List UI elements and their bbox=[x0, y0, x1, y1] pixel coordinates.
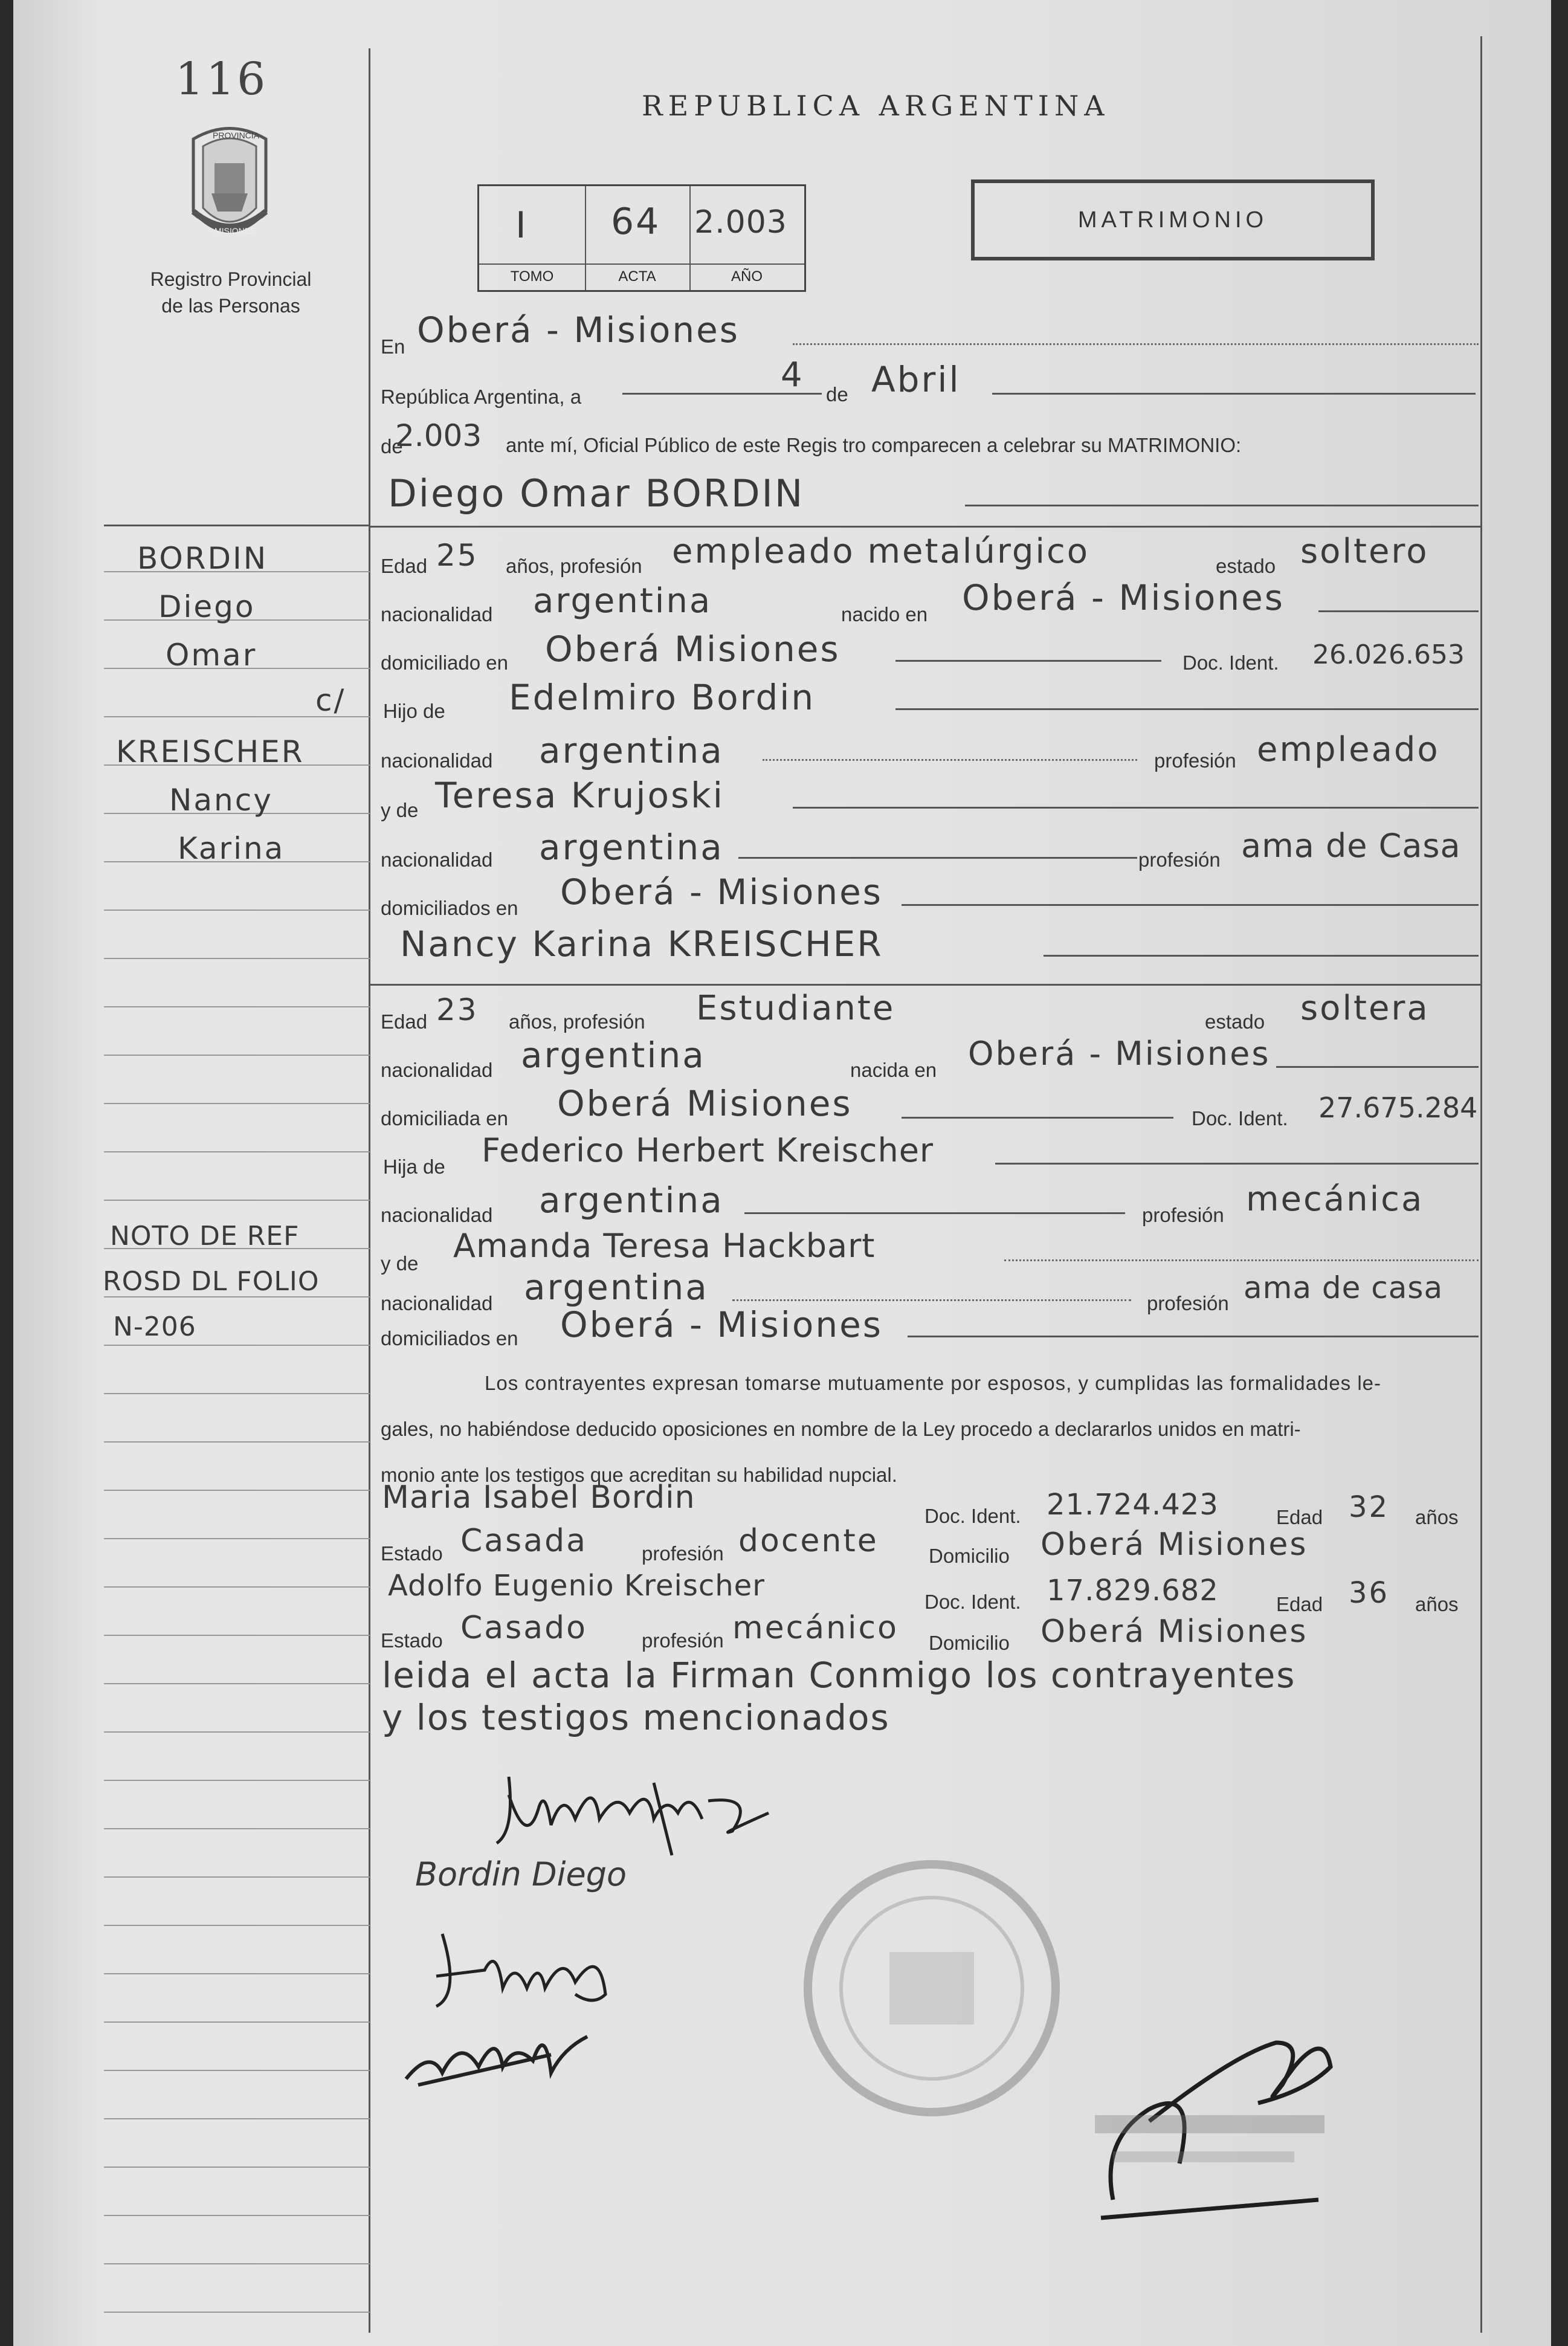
groom-profession: empleado metalúrgico bbox=[672, 532, 1090, 571]
groom-domicile: Oberá Misiones bbox=[545, 629, 840, 670]
groom-dom-label: domiciliado en bbox=[381, 651, 508, 674]
witness2-estado-label: Estado bbox=[381, 1629, 443, 1652]
witness1-profession: docente bbox=[738, 1523, 879, 1559]
witness2-age: 36 bbox=[1349, 1576, 1390, 1610]
intro-place: Oberá - Misiones bbox=[417, 309, 740, 351]
intro-year: 2.003 bbox=[395, 418, 482, 453]
groom-anos-label: años, profesión bbox=[506, 555, 642, 577]
witness1-name: Maria Isabel Bordin bbox=[382, 1479, 695, 1516]
bride-domicile: Oberá Misiones bbox=[557, 1083, 853, 1124]
witness-signature bbox=[394, 2012, 599, 2097]
bride-father-prof: mecánica bbox=[1246, 1180, 1424, 1219]
bride-age: 23 bbox=[436, 992, 479, 1027]
declaration-line-1: Los contrayentes expresan tomarse mutuamente por esposos, y cumplidas las formalidades le- bbox=[485, 1372, 1382, 1394]
witness1-dom-label: Domicilio bbox=[929, 1545, 1010, 1567]
groom-estado-label: estado bbox=[1216, 555, 1276, 577]
groom-yde-label: y de bbox=[381, 799, 419, 821]
groom-parents-dom: Oberá - Misiones bbox=[560, 871, 883, 913]
witness2-domicile: Oberá Misiones bbox=[1040, 1614, 1308, 1650]
bride-signature bbox=[424, 1922, 618, 2024]
registry-name: Registro Provincial de las Personas bbox=[150, 268, 312, 317]
record-type: MATRIMONIO bbox=[1077, 207, 1268, 233]
witness2-name: Adolfo Eugenio Kreischer bbox=[388, 1569, 765, 1603]
year-prefix: de bbox=[381, 435, 403, 457]
bride-profession: Estudiante bbox=[696, 989, 895, 1028]
bride-mother-prof: ama de casa bbox=[1244, 1270, 1444, 1305]
bride-doc-label: Doc. Ident. bbox=[1192, 1107, 1288, 1129]
bride-anos-label: años, profesión bbox=[509, 1010, 645, 1033]
intro-month: Abril bbox=[871, 359, 961, 400]
bride-mother-nat-label: nacionalidad bbox=[381, 1292, 493, 1314]
acta-label: ACTA bbox=[618, 268, 656, 285]
bride-mother-nat: argentina bbox=[524, 1267, 709, 1308]
margin-note-1: NOTO DE REF bbox=[110, 1221, 300, 1252]
bride-mother: Amanda Teresa Hackbart bbox=[453, 1227, 876, 1265]
groom-mother-prof-label: profesión bbox=[1138, 848, 1221, 871]
witness2-prof-label: profesión bbox=[642, 1629, 724, 1652]
groom-nac-label: nacionalidad bbox=[381, 603, 493, 625]
groom-birthplace: Oberá - Misiones bbox=[962, 577, 1285, 618]
margin-name-2: Diego bbox=[158, 589, 256, 624]
anio-value: 2.003 bbox=[694, 204, 787, 241]
groom-father-prof-label: profesión bbox=[1154, 749, 1236, 772]
bride-estado-label: estado bbox=[1205, 1010, 1265, 1033]
margin-note-2: ROSD DL FOLIO bbox=[103, 1266, 320, 1297]
groom-edad-label: Edad bbox=[381, 555, 428, 577]
tomo-label: TOMO bbox=[510, 268, 554, 285]
record-box bbox=[477, 184, 806, 292]
margin-rule bbox=[369, 48, 370, 2333]
groom-hijo-label: Hijo de bbox=[383, 700, 445, 722]
bride-father: Federico Herbert Kreischer bbox=[482, 1131, 934, 1169]
bride-nac-label: nacionalidad bbox=[381, 1059, 493, 1081]
groom-nacido-label: nacido en bbox=[841, 603, 928, 625]
bride-hija-label: Hija de bbox=[383, 1155, 445, 1178]
bride-doc: 27.675.284 bbox=[1318, 1091, 1478, 1124]
groom-mother: Teresa Krujoski bbox=[435, 775, 724, 816]
bride-dom-label: domiciliada en bbox=[381, 1107, 508, 1129]
witness1-edad-label: Edad bbox=[1276, 1506, 1323, 1528]
witness1-anos: años bbox=[1415, 1506, 1459, 1528]
witness2-doc-label: Doc. Ident. bbox=[924, 1591, 1021, 1613]
en-label: En bbox=[381, 335, 405, 358]
bride-edad-label: Edad bbox=[381, 1010, 428, 1033]
witness2-doc: 17.829.682 bbox=[1047, 1574, 1219, 1608]
bride-nationality: argentina bbox=[521, 1035, 706, 1076]
anio-label: AÑO bbox=[731, 268, 763, 285]
margin-note-3: N-206 bbox=[113, 1311, 196, 1342]
witness1-domicile: Oberá Misiones bbox=[1040, 1527, 1308, 1563]
bride-parents-dom: Oberá - Misiones bbox=[560, 1304, 883, 1345]
intro-day: 4 bbox=[781, 355, 804, 395]
groom-father-nat-label: nacionalidad bbox=[381, 749, 493, 772]
acta-value: 64 bbox=[611, 201, 661, 243]
bride-status: soltera bbox=[1300, 989, 1430, 1028]
groom-father-nat: argentina bbox=[539, 730, 724, 771]
bride-parents-dom-label: domiciliados en bbox=[381, 1327, 518, 1349]
bride-father-prof-label: profesión bbox=[1142, 1204, 1224, 1226]
bride-father-nat: argentina bbox=[539, 1180, 724, 1221]
witness2-anos: años bbox=[1415, 1593, 1459, 1615]
margin-name-7: Karina bbox=[178, 831, 285, 866]
bride-birthplace: Oberá - Misiones bbox=[968, 1035, 1271, 1073]
groom-mother-nat: argentina bbox=[539, 827, 724, 868]
witness1-age: 32 bbox=[1349, 1490, 1390, 1524]
witness1-estado: Casada bbox=[460, 1523, 588, 1559]
bride-nacida-label: nacida en bbox=[850, 1059, 937, 1081]
margin-name-4: c/ bbox=[315, 683, 346, 718]
groom-doc: 26.026.653 bbox=[1312, 639, 1465, 670]
margin-name-3: Omar bbox=[166, 638, 257, 673]
witness1-doc-label: Doc. Ident. bbox=[924, 1505, 1021, 1527]
groom-father: Edelmiro Bordin bbox=[509, 677, 816, 718]
right-rule bbox=[1480, 36, 1482, 2333]
margin-name-1: BORDIN bbox=[137, 541, 268, 576]
groom-doc-label: Doc. Ident. bbox=[1182, 651, 1279, 674]
bride-name: Nancy Karina KREISCHER bbox=[400, 923, 883, 965]
groom-parents-dom-label: domiciliados en bbox=[381, 897, 518, 919]
declaration-line-2: gales, no habiéndose deducido oposiciones en nombre de la Ley procedo a declararlos unidos en matri- bbox=[381, 1418, 1301, 1440]
witness1-estado-label: Estado bbox=[381, 1542, 443, 1565]
document-page bbox=[13, 0, 1551, 2346]
groom-name: Diego Omar BORDIN bbox=[388, 471, 805, 515]
seal-text-bottom: MISIONES bbox=[215, 226, 256, 236]
bride-father-nat-label: nacionalidad bbox=[381, 1204, 493, 1226]
declaration-line-3: monio ante los testigos que acreditan su habilidad nupcial. bbox=[381, 1464, 897, 1486]
groom-mother-nat-label: nacionalidad bbox=[381, 848, 493, 871]
page-number: 116 bbox=[175, 53, 268, 105]
groom-father-prof: empleado bbox=[1257, 730, 1440, 769]
bride-mother-prof-label: profesión bbox=[1147, 1292, 1229, 1314]
official-stamp-icon bbox=[793, 1849, 1071, 2127]
margin-name-5: KREISCHER bbox=[116, 734, 305, 769]
witness2-edad-label: Edad bbox=[1276, 1593, 1323, 1615]
record-type-box bbox=[971, 179, 1375, 260]
margin-name-6: Nancy bbox=[169, 783, 273, 818]
groom-age: 25 bbox=[436, 538, 479, 573]
witness2-dom-label: Domicilio bbox=[929, 1632, 1010, 1654]
witness2-estado: Casado bbox=[460, 1610, 587, 1646]
witness1-prof-label: profesión bbox=[642, 1542, 724, 1565]
intro-text: ante mí, Oficial Público de este Regis tro comparecen a celebrar su MATRIMONIO: bbox=[506, 434, 1242, 456]
groom-printed-signature: Bordin Diego bbox=[415, 1855, 627, 1893]
groom-nationality: argentina bbox=[533, 581, 712, 621]
rep-label: República Argentina, a bbox=[381, 386, 582, 408]
seal-text-top: PROVINCIA bbox=[213, 131, 260, 140]
closing-line-1: leida el acta la Firman Conmigo los contrayentes bbox=[382, 1655, 1296, 1696]
groom-mother-prof: ama de Casa bbox=[1241, 827, 1461, 865]
witness2-profession: mecánico bbox=[732, 1610, 899, 1646]
official-signature bbox=[1077, 2018, 1355, 2236]
groom-status: soltero bbox=[1300, 532, 1429, 571]
closing-line-2: y los testigos mencionados bbox=[382, 1697, 890, 1738]
tomo-value: I bbox=[515, 204, 528, 247]
country-title: REPUBLICA ARGENTINA bbox=[642, 89, 1110, 122]
de-label: de bbox=[826, 383, 848, 406]
witness1-doc: 21.724.423 bbox=[1047, 1488, 1219, 1522]
bride-yde-label: y de bbox=[381, 1252, 419, 1275]
